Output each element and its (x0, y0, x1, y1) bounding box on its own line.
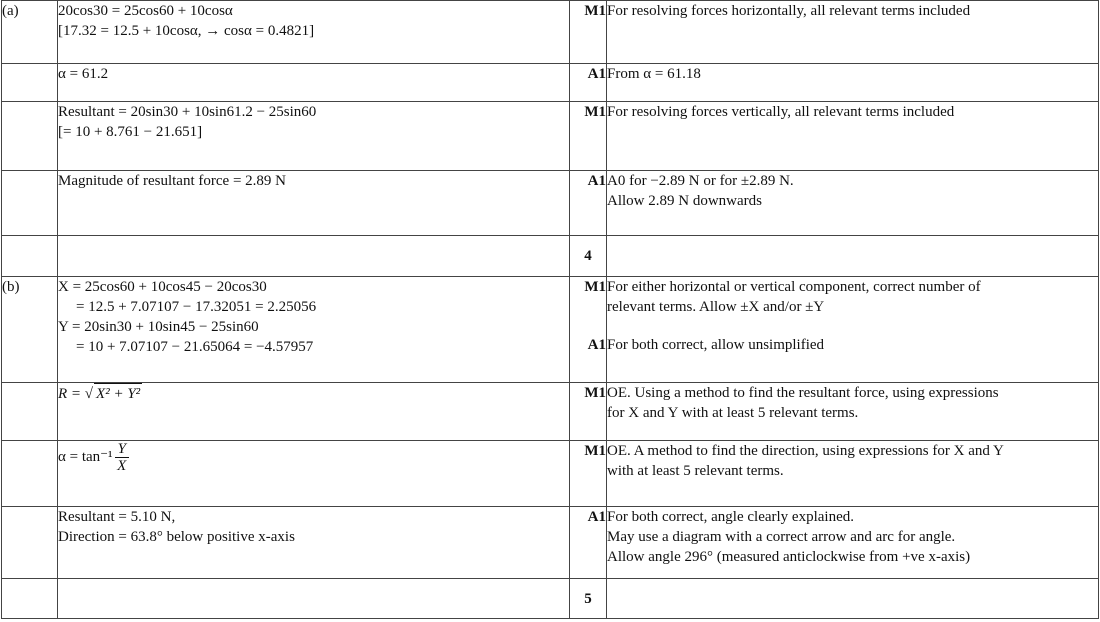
mark-code: M1 (570, 383, 607, 441)
table-row (2, 441, 1099, 507)
comment-line: Allow angle 296° (measured anticlockwise from +ve x-axis) (607, 549, 971, 565)
working-line: Y = 20sin30 + 10sin45 − 25sin60 (58, 319, 259, 335)
working-cell (58, 383, 570, 441)
comment-line: For resolving forces vertically, all relevant terms included (607, 104, 955, 120)
mark-scheme-table (1, 0, 1099, 619)
comment-cell (607, 102, 1099, 171)
working-line (58, 383, 569, 404)
comment-line: For both correct, angle clearly explained. (607, 509, 854, 525)
working-cell (58, 102, 570, 171)
working-line: Magnitude of resultant force = 2.89 N (58, 173, 286, 189)
working-cell (58, 579, 570, 619)
mark-code: M1 (570, 102, 607, 171)
part-label: (b) (2, 277, 58, 383)
total-marks: 5 (570, 579, 607, 619)
total-marks: 4 (570, 236, 607, 277)
comment-cell (607, 1, 1099, 64)
fraction-numerator: Y (115, 441, 129, 458)
mark-code-line: M1 (584, 279, 606, 295)
comment-cell (607, 277, 1099, 383)
mark-code: A1 (570, 171, 607, 236)
fraction (115, 441, 129, 474)
working-cell (58, 441, 570, 507)
comment-cell (607, 579, 1099, 619)
part-label (2, 171, 58, 236)
mark-code-line: A1 (587, 337, 606, 353)
comment-cell (607, 383, 1099, 441)
part-label (2, 383, 58, 441)
comment-line: with at least 5 relevant terms. (607, 463, 784, 479)
working-line: Resultant = 5.10 N, (58, 509, 176, 525)
comment-cell (607, 441, 1099, 507)
table-row (2, 383, 1099, 441)
part-label (2, 507, 58, 579)
mark-code (570, 277, 607, 383)
working-cell (58, 171, 570, 236)
comment-cell (607, 64, 1099, 102)
mark-code: M1 (570, 1, 607, 64)
formula-lhs: R = (58, 386, 85, 402)
working-line: 20cos30 = 25cos60 + 10cosα (58, 3, 233, 19)
table-row (2, 171, 1099, 236)
sqrt-sign: √ (84, 386, 94, 402)
working-line: X = 25cos60 + 10cos45 − 20cos30 (58, 279, 267, 295)
table-row (2, 579, 1099, 619)
mark-code: A1 (570, 507, 607, 579)
working-cell (58, 64, 570, 102)
part-label (2, 64, 58, 102)
comment-cell (607, 507, 1099, 579)
working-line: α = 61.2 (58, 66, 109, 82)
working-cell (58, 1, 570, 64)
comment-line: OE. A method to find the direction, using expressions for X and Y (607, 443, 1004, 459)
working-cell (58, 507, 570, 579)
comment-line: Allow 2.89 N downwards (607, 193, 762, 209)
working-line: [= 10 + 8.761 − 21.651] (58, 124, 203, 140)
working-line (58, 441, 569, 474)
working-line: = 12.5 + 7.07107 − 17.32051 = 2.25056 (76, 299, 317, 315)
comment-line: for X and Y with at least 5 relevant terms. (607, 405, 859, 421)
table-row (2, 507, 1099, 579)
part-label: (a) (2, 1, 58, 64)
formula-lhs: α = tan⁻¹ (58, 448, 113, 465)
table-row (2, 277, 1099, 383)
comment-cell (607, 171, 1099, 236)
comment-line: For both correct, allow unsimplified (607, 337, 825, 353)
part-label (2, 441, 58, 507)
working-line: Direction = 63.8° below positive x-axis (58, 529, 295, 545)
comment-line: relevant terms. Allow ±X and/or ±Y (607, 299, 825, 315)
table-row (2, 102, 1099, 171)
part-label (2, 236, 58, 277)
part-label (2, 102, 58, 171)
comment-line: For either horizontal or vertical component, correct number of (607, 279, 981, 295)
table-row (2, 64, 1099, 102)
part-label (2, 579, 58, 619)
comment-line: For resolving forces horizontally, all relevant terms included (607, 3, 971, 19)
sqrt-radicand: X² + Y² (94, 383, 142, 404)
table-row (2, 1, 1099, 64)
working-line: = 10 + 7.07107 − 21.65064 = −4.57957 (76, 339, 314, 355)
comment-line: A0 for −2.89 N or for ±2.89 N. (607, 173, 794, 189)
mark-code: A1 (570, 64, 607, 102)
fraction-denominator: X (117, 458, 127, 474)
working-cell (58, 236, 570, 277)
comment-line: From α = 61.18 (607, 66, 701, 82)
working-line: [17.32 = 12.5 + 10cosα, → cosα = 0.4821] (58, 23, 315, 39)
table-row (2, 236, 1099, 277)
mark-code: M1 (570, 441, 607, 507)
working-cell (58, 277, 570, 383)
working-line: Resultant = 20sin30 + 10sin61.2 − 25sin60 (58, 104, 317, 120)
comment-line: OE. Using a method to find the resultant force, using expressions (607, 385, 999, 401)
comment-cell (607, 236, 1099, 277)
comment-line: May use a diagram with a correct arrow and arc for angle. (607, 529, 956, 545)
